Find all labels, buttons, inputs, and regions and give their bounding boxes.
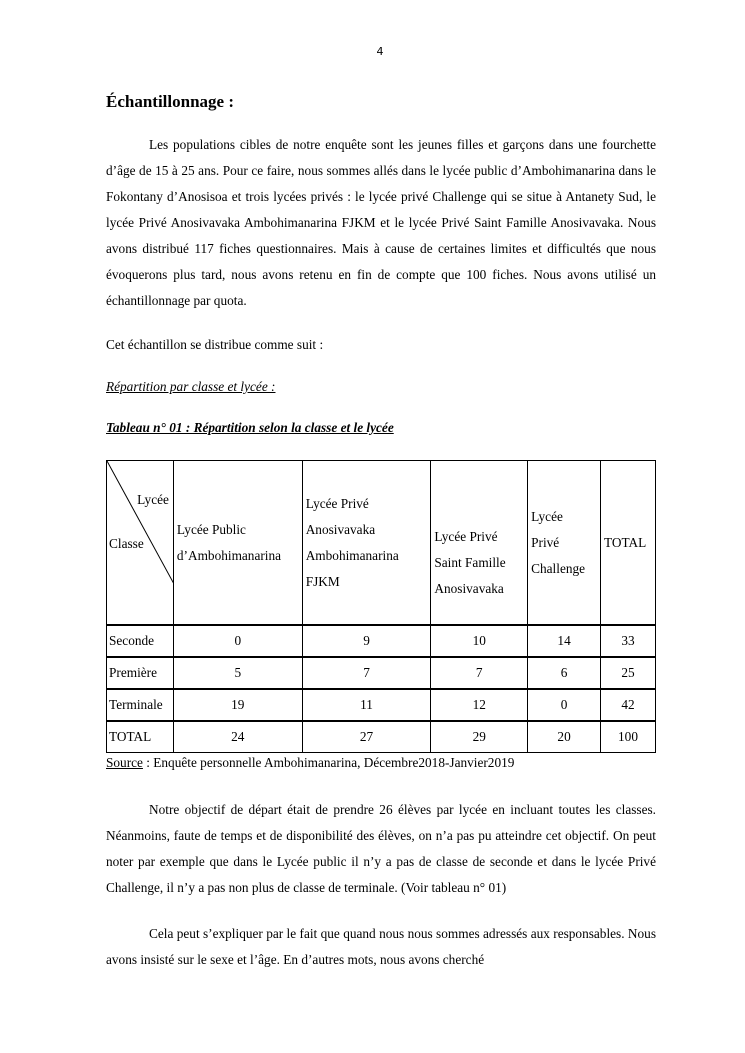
table-cell: 0 <box>173 625 302 657</box>
column-header <box>302 461 431 626</box>
table-cell: 29 <box>431 721 528 753</box>
paragraph-objective: Notre objectif de départ était de prendre 26 élèves par lycée en incluant toutes les classes. Néanmoins, faute de temps et de disponibilité des élèves, on n’a pas pu atteindre cet objectif. On peut noter par exemple que dans le Lycée public il n’y a pas de classe de seconde et dans le lycée Privé Challenge, il n’y a pas non plus de classe de terminale. (Voir tableau n° 01) <box>106 802 656 895</box>
page-number: 4 <box>376 45 384 58</box>
table-source <box>106 755 656 771</box>
row-label: Seconde <box>107 625 174 657</box>
table-header-row <box>107 461 656 626</box>
column-header-line: d’Ambohimanarina <box>176 547 282 563</box>
row-label: Première <box>107 657 174 689</box>
column-header-line: Lycée Privé <box>434 528 498 544</box>
table-cell: 0 <box>528 689 601 721</box>
table-row <box>107 689 656 721</box>
column-header <box>528 461 601 626</box>
table-cell: 9 <box>302 625 431 657</box>
row-label: Terminale <box>107 689 174 721</box>
corner-cell <box>107 461 174 626</box>
column-header-line: Anosivavaka <box>434 580 504 596</box>
table-cell: 11 <box>302 689 431 721</box>
table-cell: 42 <box>601 689 656 721</box>
table-cell: 100 <box>601 721 656 753</box>
table-cell: 27 <box>302 721 431 753</box>
table-cell: 12 <box>431 689 528 721</box>
column-header-line: Lycée <box>531 508 563 524</box>
table-cell: 20 <box>528 721 601 753</box>
paragraph-intro: Les populations cibles de notre enquête sont les jeunes filles et garçons dans une fourchette d’âge de 15 à 25 ans. Pour ce faire, nous sommes allés dans le lycée public d’Ambohimanarina dans le Fokontany d’Anosisoa et trois lycées privés : le lycée privé Challenge qui se situe à Antanety Sud, le lycée Privé Anosivavaka Ambohimanarina FJKM et le lycée Privé Saint Famille Anosivavaka. Nous avons distribué 117 fiches questionnaires. Mais à cause de certaines limites et difficultés que nous évoquerons plus tard, nous avons retenu en fin de compte que 100 fiches. Nous avons utilisé un échantillonnage par quota. <box>106 137 656 308</box>
table-cell: 6 <box>528 657 601 689</box>
source-text: : Enquête personnelle Ambohimanarina, Décembre2018-Janvier2019 <box>142 755 515 770</box>
column-header <box>431 461 528 626</box>
column-header-line: Lycée Privé <box>305 495 369 511</box>
table-row <box>107 657 656 689</box>
document-body <box>106 88 656 973</box>
corner-label-lycee: Lycée <box>137 492 169 507</box>
diagonal-line <box>107 461 174 584</box>
column-header <box>601 461 656 626</box>
table-cell: 5 <box>173 657 302 689</box>
column-header-line: TOTAL <box>604 534 647 550</box>
table-cell: 25 <box>601 657 656 689</box>
section-heading: Échantillonnage : <box>106 92 234 111</box>
paragraph-distribution: Cet échantillon se distribue comme suit : <box>106 337 324 352</box>
column-header-line: Privé <box>531 534 560 550</box>
subsection-title: Répartition par classe et lycée : <box>106 379 276 394</box>
column-header-line: Ambohimanarina <box>305 547 399 563</box>
column-header-line: Saint Famille <box>434 554 506 570</box>
column-header-line: Anosivavaka <box>305 521 376 537</box>
table-cell: 7 <box>431 657 528 689</box>
row-label: TOTAL <box>107 721 174 753</box>
table-row <box>107 625 656 657</box>
paragraph-explanation: Cela peut s’expliquer par le fait que quand nous nous sommes adressés aux responsables. Nous avons insisté sur le sexe et l’âge. En d’autres mots, nous avons cherché <box>106 926 656 967</box>
table-cell: 19 <box>173 689 302 721</box>
table-cell: 10 <box>431 625 528 657</box>
corner-label-classe: Classe <box>109 536 144 551</box>
table-cell: 14 <box>528 625 601 657</box>
column-header <box>173 461 302 626</box>
source-label: Source <box>106 755 143 770</box>
column-header-line: Challenge <box>531 560 586 576</box>
column-header-line: FJKM <box>305 573 340 589</box>
distribution-table <box>106 460 656 753</box>
column-header-line: Lycée Public <box>176 521 246 537</box>
table-cell: 33 <box>601 625 656 657</box>
table-cell: 7 <box>302 657 431 689</box>
table-caption: Tableau n° 01 : Répartition selon la classe et le lycée <box>106 420 394 435</box>
table-cell: 24 <box>173 721 302 753</box>
table-row-total <box>107 721 656 753</box>
